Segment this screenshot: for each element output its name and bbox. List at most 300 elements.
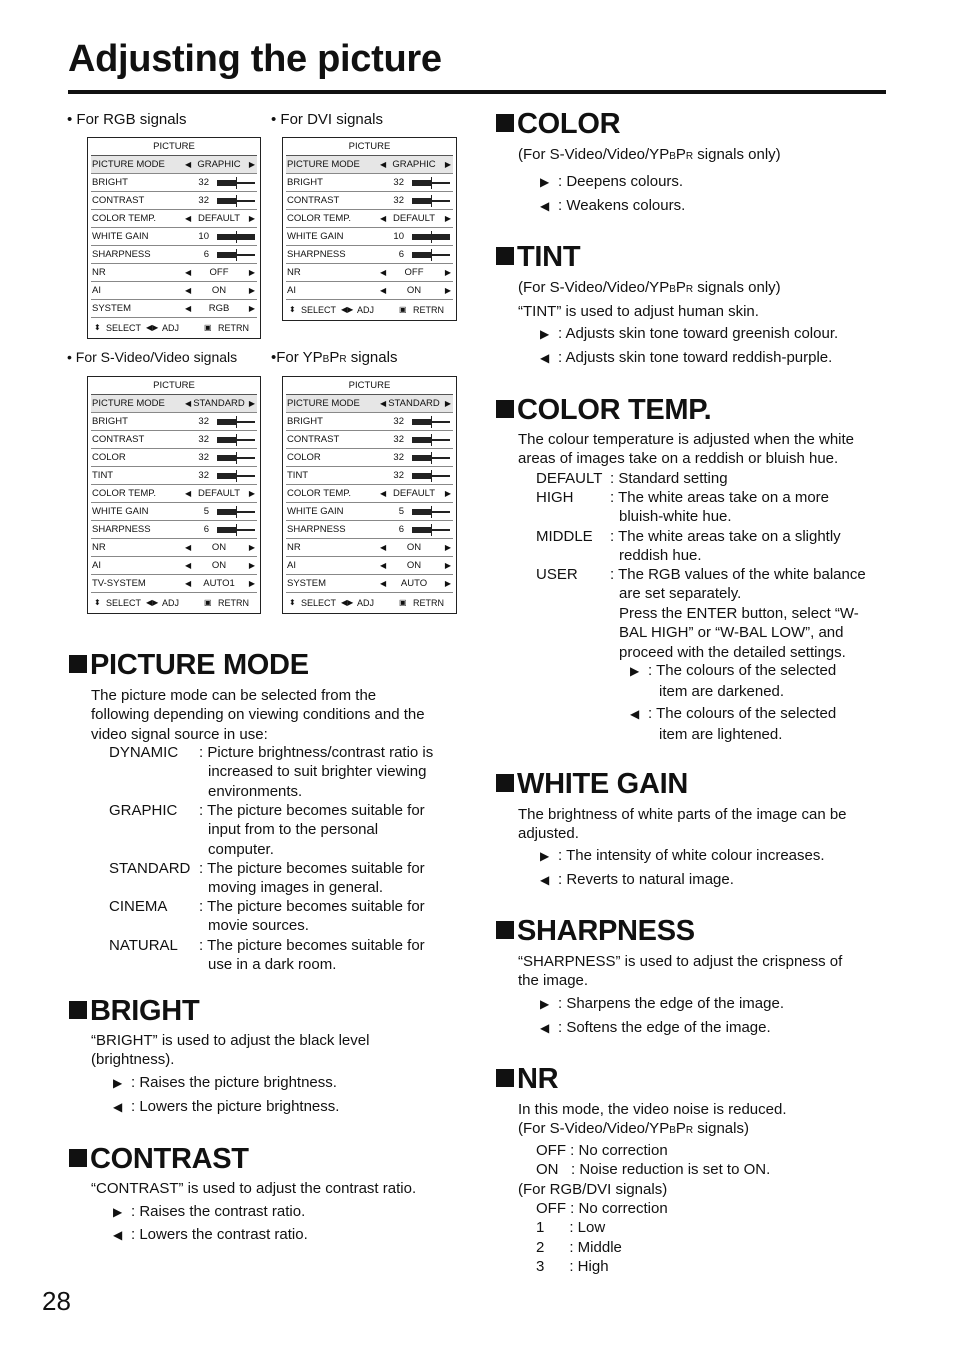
osd-row[interactable]	[286, 431, 453, 449]
osd-row-value: STANDARD	[193, 398, 245, 409]
osd-row-label: PICTURE MODE	[92, 398, 165, 409]
slider-fill	[412, 180, 431, 186]
osd-footer	[88, 593, 260, 613]
osd-row-value: AUTO	[400, 578, 428, 589]
menu-key-icon: ▣	[204, 323, 212, 332]
osd-footer-label: ADJ	[162, 323, 180, 333]
mode-term-natural: NATURAL	[109, 937, 178, 954]
color-note: (For S-Video/Video/YPBPR signals only)	[518, 146, 781, 163]
triangle-right-icon: ▶	[113, 1076, 123, 1090]
triangle-right-icon[interactable]: ▶	[248, 304, 255, 313]
slider-fill	[217, 198, 236, 204]
osd-row[interactable]	[91, 228, 257, 246]
osd-row-value: 32	[393, 195, 404, 206]
triangle-left-icon[interactable]: ◀	[380, 286, 387, 295]
osd-footer-label: RETRN	[413, 305, 444, 315]
osd-row-value: OFF	[404, 267, 424, 278]
triangle-right-icon[interactable]: ▶	[444, 579, 451, 588]
osd-footer-label: SELECT	[301, 598, 337, 608]
triangle-left-icon[interactable]: ◀	[185, 561, 192, 570]
osd-row-label: COLOR TEMP.	[287, 488, 352, 499]
color-left: ◀ : Weakens colours.	[540, 197, 686, 214]
slider-center-mark	[236, 231, 237, 243]
osd-row-value: 10	[198, 231, 209, 242]
osd-row-value: 32	[198, 416, 209, 427]
slider-center-mark	[431, 249, 432, 261]
slider-center-mark	[431, 195, 432, 207]
osd-footer-label: SELECT	[106, 323, 142, 333]
osd-row[interactable]	[286, 449, 453, 467]
mode-term-graphic: GRAPHIC	[109, 802, 178, 819]
triangle-right-icon[interactable]: ▶	[444, 399, 451, 408]
slider-center-mark	[431, 231, 432, 243]
osd-row-label: SYSTEM	[92, 303, 132, 314]
leftright-arrows-icon: ◀▶	[341, 598, 354, 607]
osd-row[interactable]	[91, 300, 257, 318]
osd-footer-label: RETRN	[413, 598, 444, 608]
osd-footer-label: RETRN	[218, 323, 249, 333]
updown-arrows-icon: ⬍	[94, 323, 101, 332]
triangle-left-icon: ◀	[540, 199, 550, 213]
slider-center-mark	[431, 416, 432, 428]
slider-fill	[217, 252, 236, 258]
triangle-left-icon[interactable]: ◀	[185, 543, 192, 552]
triangle-left-icon[interactable]: ◀	[380, 561, 387, 570]
triangle-left-icon[interactable]: ◀	[185, 304, 192, 313]
black-square-icon	[496, 921, 514, 939]
triangle-right-icon[interactable]: ▶	[248, 561, 255, 570]
osd-footer-label: ADJ	[357, 598, 375, 608]
bright-left: ◀ : Lowers the picture brightness.	[113, 1098, 340, 1115]
temp-desc-high: : The white areas take on a more bluish-white hue.	[610, 489, 830, 526]
triangle-right-icon[interactable]: ▶	[248, 579, 255, 588]
section-heading-color-temp: COLOR TEMP.	[496, 395, 711, 425]
section-heading-color: COLOR	[496, 109, 620, 139]
temp-term-user: USER	[536, 566, 578, 583]
slider-center-mark	[431, 470, 432, 482]
triangle-left-icon[interactable]: ◀	[185, 268, 192, 277]
triangle-left-icon[interactable]: ◀	[380, 543, 387, 552]
osd-row[interactable]	[286, 282, 453, 300]
osd-footer-label: SELECT	[301, 305, 337, 315]
menu-caption-rgb: • For RGB signals	[67, 111, 187, 128]
triangle-right-icon[interactable]: ▶	[248, 399, 255, 408]
mode-term-standard: STANDARD	[109, 860, 191, 877]
osd-row-label: PICTURE MODE	[92, 159, 165, 170]
osd-row-label: PICTURE MODE	[287, 398, 360, 409]
osd-row[interactable]	[91, 575, 257, 593]
triangle-right-icon[interactable]: ▶	[444, 561, 451, 570]
osd-menu-ypbpr	[282, 376, 457, 614]
osd-row-label: CONTRAST	[287, 434, 340, 445]
color-temp-intro: The colour temperature is adjusted when the white areas of images take on a reddish or bluish hue.	[518, 431, 855, 468]
temp-term-high: HIGH	[536, 489, 574, 506]
mode-term-cinema: CINEMA	[109, 898, 168, 915]
osd-row-value: ON	[406, 542, 422, 553]
osd-footer-label: RETRN	[218, 598, 249, 608]
osd-row[interactable]	[91, 557, 257, 575]
triangle-right-icon[interactable]: ▶	[248, 543, 255, 552]
section-heading-bright: BRIGHT	[69, 996, 199, 1026]
osd-row[interactable]	[286, 485, 453, 503]
leftright-arrows-icon: ◀▶	[146, 598, 159, 607]
slider-fill	[217, 455, 236, 461]
triangle-right-icon[interactable]: ▶	[444, 286, 451, 295]
black-square-icon	[496, 400, 514, 418]
menu-key-icon: ▣	[399, 598, 407, 607]
osd-row-value: 32	[198, 434, 209, 445]
osd-title: PICTURE	[348, 380, 391, 391]
mode-desc-cinema: : The picture becomes suitable for movie sources.	[199, 898, 425, 935]
osd-row-value: ON	[406, 560, 422, 571]
osd-row-label: NR	[92, 542, 106, 553]
osd-row[interactable]	[91, 485, 257, 503]
menu-caption-ypbpr: •For YPBPR signals	[271, 349, 398, 366]
osd-row[interactable]	[286, 539, 453, 557]
osd-row-label: AI	[287, 285, 296, 296]
menu-key-icon: ▣	[399, 305, 407, 314]
slider-center-mark	[236, 524, 237, 536]
osd-row-label: AI	[92, 560, 101, 571]
osd-row-label: CONTRAST	[92, 434, 145, 445]
tint-left: ◀ : Adjusts skin tone toward reddish-purple.	[540, 349, 833, 366]
osd-row-label: COLOR	[92, 452, 126, 463]
osd-row-value: 32	[198, 452, 209, 463]
osd-row-label: CONTRAST	[92, 195, 145, 206]
osd-row-label: CONTRAST	[287, 195, 340, 206]
black-square-icon	[69, 1149, 87, 1167]
osd-row[interactable]	[286, 192, 453, 210]
slider-fill	[412, 527, 431, 533]
osd-row-value: 32	[198, 195, 209, 206]
triangle-right-icon: ▶	[540, 997, 550, 1011]
osd-row-label: NR	[287, 267, 301, 278]
osd-row[interactable]	[91, 503, 257, 521]
white-gain-left: ◀ : Reverts to natural image.	[540, 871, 734, 888]
triangle-left-icon[interactable]: ◀	[380, 160, 387, 169]
triangle-right-icon[interactable]: ▶	[444, 489, 451, 498]
tint-right: ▶ : Adjusts skin tone toward greenish colour.	[540, 325, 839, 342]
osd-row[interactable]	[286, 467, 453, 485]
section-heading-tint: TINT	[496, 242, 580, 272]
osd-row-label: PICTURE MODE	[287, 159, 360, 170]
tint-note: (For S-Video/Video/YPBPR signals only)	[518, 279, 781, 296]
sharpness-left: ◀ : Softens the edge of the image.	[540, 1019, 771, 1036]
osd-row-value: 6	[398, 249, 404, 260]
osd-title: PICTURE	[153, 380, 195, 391]
picture-mode-intro: The picture mode can be selected from the following depending on viewing conditions and the video signal source in use:	[91, 687, 425, 743]
triangle-left-icon[interactable]: ◀	[185, 214, 192, 223]
triangle-left-icon[interactable]: ◀	[380, 399, 387, 408]
osd-row-value: 10	[393, 231, 404, 242]
osd-row-label: SYSTEM	[287, 578, 327, 589]
contrast-right: ▶ : Raises the contrast ratio.	[113, 1203, 306, 1220]
triangle-right-icon[interactable]: ▶	[444, 543, 451, 552]
slider-center-mark	[236, 177, 237, 189]
slider-fill	[217, 509, 236, 515]
mode-desc-dynamic: : Picture brightness/contrast ratio is increased to suit brighter viewing environments.	[199, 744, 434, 800]
menu-caption-svideo: • For S-Video/Video signals	[67, 349, 238, 365]
triangle-left-icon: ◀	[630, 707, 640, 721]
osd-row-label: TV-SYSTEM	[92, 578, 146, 589]
leftright-arrows-icon: ◀▶	[341, 305, 354, 314]
osd-footer	[283, 300, 456, 320]
color-temp-right: ▶ : The colours of the selected item are darkened.	[630, 662, 837, 700]
page-number: 28	[42, 1286, 71, 1316]
mode-term-dynamic: DYNAMIC	[109, 744, 179, 761]
triangle-left-icon: ◀	[113, 1100, 123, 1114]
menu-caption-dvi: • For DVI signals	[271, 111, 383, 128]
temp-term-middle: MIDDLE	[536, 528, 593, 545]
osd-row-value: 5	[203, 506, 209, 517]
slider-center-mark	[236, 195, 237, 207]
osd-row-label: NR	[287, 542, 301, 553]
triangle-left-icon[interactable]: ◀	[185, 579, 192, 588]
osd-footer-label: SELECT	[106, 598, 142, 608]
osd-row-label: WHITE GAIN	[92, 231, 149, 242]
color-temp-left: ◀ : The colours of the selected item are lightened.	[630, 705, 837, 743]
sharpness-intro: “SHARPNESS” is used to adjust the crispness of the image.	[518, 953, 843, 990]
osd-row-value: AUTO1	[203, 578, 235, 589]
osd-menu-svideo	[87, 376, 261, 614]
osd-row[interactable]	[286, 557, 453, 575]
triangle-left-icon[interactable]: ◀	[185, 286, 192, 295]
triangle-left-icon: ◀	[540, 351, 550, 365]
osd-row[interactable]	[286, 155, 453, 174]
triangle-left-icon[interactable]: ◀	[185, 489, 192, 498]
osd-row[interactable]	[286, 503, 453, 521]
white-gain-intro: The brightness of white parts of the image can be adjusted.	[518, 806, 847, 843]
triangle-right-icon[interactable]: ▶	[248, 268, 255, 277]
mode-desc-graphic: : The picture becomes suitable for input from to the personal computer.	[199, 802, 425, 858]
osd-row-value: GRAPHIC	[197, 159, 241, 170]
osd-row-value: DEFAULT	[392, 213, 436, 224]
triangle-right-icon[interactable]: ▶	[248, 286, 255, 295]
updown-arrows-icon: ⬍	[94, 598, 101, 607]
osd-row[interactable]	[286, 413, 453, 431]
osd-row[interactable]	[91, 246, 257, 264]
osd-row[interactable]	[286, 575, 453, 593]
slider-fill	[412, 473, 431, 479]
osd-title: PICTURE	[153, 141, 195, 152]
osd-footer	[283, 593, 456, 613]
osd-row-label: BRIGHT	[92, 416, 128, 427]
mode-desc-standard: : The picture becomes suitable for moving images in general.	[199, 860, 425, 897]
osd-row-value: DEFAULT	[197, 488, 241, 499]
section-heading-white-gain: WHITE GAIN	[496, 769, 688, 799]
osd-row-value: DEFAULT	[197, 213, 241, 224]
slider-center-mark	[431, 434, 432, 446]
osd-row-label: SHARPNESS	[287, 249, 346, 260]
osd-footer-label: ADJ	[357, 305, 375, 315]
triangle-left-icon[interactable]: ◀	[185, 399, 192, 408]
slider-center-mark	[236, 470, 237, 482]
triangle-left-icon[interactable]: ◀	[380, 214, 387, 223]
osd-row-label: COLOR TEMP.	[287, 213, 352, 224]
triangle-left-icon: ◀	[113, 1228, 123, 1242]
triangle-right-icon: ▶	[540, 175, 550, 189]
osd-row-label: TINT	[92, 470, 114, 481]
osd-row-value: ON	[211, 560, 227, 571]
osd-row[interactable]	[91, 521, 257, 539]
osd-row-value: STANDARD	[388, 398, 440, 409]
osd-row-label: SHARPNESS	[287, 524, 346, 535]
osd-row-label: WHITE GAIN	[287, 231, 344, 242]
triangle-left-icon[interactable]: ◀	[380, 579, 387, 588]
osd-row-value: 32	[393, 434, 404, 445]
osd-row-label: AI	[92, 285, 101, 296]
slider-center-mark	[431, 524, 432, 536]
osd-row-label: WHITE GAIN	[287, 506, 344, 517]
osd-row[interactable]	[91, 192, 257, 210]
osd-row[interactable]	[286, 521, 453, 539]
osd-row[interactable]	[286, 174, 453, 192]
osd-row-label: COLOR	[287, 452, 321, 463]
osd-row[interactable]	[91, 264, 257, 282]
osd-footer	[88, 318, 260, 338]
slider-fill	[217, 419, 236, 425]
osd-row[interactable]	[91, 174, 257, 192]
osd-row-value: 5	[398, 506, 404, 517]
updown-arrows-icon: ⬍	[289, 598, 296, 607]
osd-row[interactable]	[91, 449, 257, 467]
osd-row-value: 6	[203, 249, 209, 260]
osd-row-label: BRIGHT	[287, 416, 323, 427]
osd-row-value: ON	[406, 285, 422, 296]
osd-row[interactable]	[91, 210, 257, 228]
osd-row-label: SHARPNESS	[92, 249, 151, 260]
osd-row-label: WHITE GAIN	[92, 506, 149, 517]
slider-center-mark	[236, 434, 237, 446]
osd-row-value: 32	[393, 452, 404, 463]
nr-body: In this mode, the video noise is reduced. (For S-Video/Video/YPBPR signals) OFF : No correction ON : Noise reduction is set to ON. (For RGB/DVI signals) OFF : No correction 1 : Low 2 : Middle 3 : High	[518, 1101, 787, 1276]
osd-row-label: BRIGHT	[287, 177, 323, 188]
triangle-right-icon: ▶	[540, 327, 550, 341]
bright-right: ▶ : Raises the picture brightness.	[113, 1074, 337, 1091]
slider-center-mark	[431, 506, 432, 518]
osd-row[interactable]	[286, 246, 453, 264]
osd-row-value: 32	[198, 470, 209, 481]
triangle-left-icon[interactable]: ◀	[185, 160, 192, 169]
updown-arrows-icon: ⬍	[289, 305, 296, 314]
section-heading-contrast: CONTRAST	[69, 1144, 249, 1174]
slider-center-mark	[236, 416, 237, 428]
black-square-icon	[69, 1001, 87, 1019]
triangle-right-icon: ▶	[540, 849, 550, 863]
osd-row[interactable]	[286, 264, 453, 282]
slider-fill	[412, 252, 431, 258]
osd-row-label: COLOR TEMP.	[92, 213, 157, 224]
black-square-icon	[496, 774, 514, 792]
section-heading-picture-mode: PICTURE MODE	[69, 650, 309, 680]
osd-row[interactable]	[91, 413, 257, 431]
black-square-icon	[69, 655, 87, 673]
sharpness-right: ▶ : Sharpens the edge of the image.	[540, 995, 784, 1012]
osd-row-value: 32	[198, 177, 209, 188]
slider-fill	[412, 455, 431, 461]
osd-row-label: TINT	[287, 470, 309, 481]
triangle-right-icon[interactable]: ▶	[248, 214, 255, 223]
temp-desc-user: : The RGB values of the white balance are set separately. Press the ENTER button, select “W- BAL HIGH” or “W-BAL LOW”, and proceed with the detailed settings.	[610, 566, 866, 661]
black-square-icon	[496, 1069, 514, 1087]
osd-row-value: 32	[393, 177, 404, 188]
osd-row[interactable]	[91, 394, 257, 413]
mode-desc-natural: : The picture becomes suitable for use in a dark room.	[199, 937, 425, 974]
osd-row-value: OFF	[209, 267, 229, 278]
slider-center-mark	[236, 249, 237, 261]
osd-row[interactable]	[286, 228, 453, 246]
slider-center-mark	[431, 177, 432, 189]
osd-row-value: 32	[393, 470, 404, 481]
osd-title: PICTURE	[348, 141, 391, 152]
osd-row-value: 32	[393, 416, 404, 427]
white-gain-right: ▶ : The intensity of white colour increases.	[540, 847, 825, 864]
temp-desc-middle: : The white areas take on a slightly reddish hue.	[610, 528, 841, 565]
temp-term-default: DEFAULT	[536, 470, 603, 487]
osd-footer-label: ADJ	[162, 598, 180, 608]
color-right: ▶ : Deepens colours.	[540, 173, 684, 190]
osd-row[interactable]	[91, 467, 257, 485]
slider-fill	[412, 437, 431, 443]
triangle-right-icon[interactable]: ▶	[248, 160, 255, 169]
triangle-right-icon[interactable]: ▶	[248, 489, 255, 498]
osd-row[interactable]	[91, 431, 257, 449]
slider-center-mark	[236, 452, 237, 464]
page-title: Adjusting the picture	[68, 38, 442, 80]
menu-key-icon: ▣	[204, 598, 212, 607]
triangle-left-icon: ◀	[540, 873, 550, 887]
triangle-right-icon: ▶	[113, 1205, 123, 1219]
triangle-right-icon[interactable]: ▶	[444, 160, 451, 169]
bright-intro: “BRIGHT” is used to adjust the black level (brightness).	[91, 1032, 370, 1069]
osd-row-label: AI	[287, 560, 296, 571]
triangle-right-icon[interactable]: ▶	[444, 214, 451, 223]
osd-row-value: 6	[203, 524, 209, 535]
osd-row[interactable]	[286, 394, 453, 413]
section-heading-nr: NR	[496, 1064, 558, 1094]
slider-fill	[217, 180, 236, 186]
tint-intro: “TINT” is used to adjust human skin.	[518, 303, 759, 320]
black-square-icon	[496, 247, 514, 265]
osd-row-value: 6	[398, 524, 404, 535]
slider-fill	[217, 473, 236, 479]
black-square-icon	[496, 114, 514, 132]
osd-row-label: COLOR TEMP.	[92, 488, 157, 499]
triangle-left-icon: ◀	[540, 1021, 550, 1035]
section-heading-sharpness: SHARPNESS	[496, 916, 695, 946]
slider-fill	[412, 419, 431, 425]
temp-desc-default: : Standard setting	[610, 470, 728, 487]
slider-fill	[412, 198, 431, 204]
osd-row[interactable]	[91, 282, 257, 300]
slider-fill	[217, 527, 236, 533]
slider-center-mark	[236, 506, 237, 518]
osd-row-label: NR	[92, 267, 106, 278]
osd-row-value: ON	[211, 285, 227, 296]
triangle-right-icon[interactable]: ▶	[444, 268, 451, 277]
osd-row-value: ON	[211, 542, 227, 553]
osd-row-value: RGB	[208, 303, 230, 314]
osd-row-value: GRAPHIC	[392, 159, 436, 170]
triangle-left-icon[interactable]: ◀	[380, 268, 387, 277]
osd-row[interactable]	[286, 210, 453, 228]
triangle-left-icon[interactable]: ◀	[380, 489, 387, 498]
osd-menu-dvi	[282, 137, 457, 321]
slider-center-mark	[431, 452, 432, 464]
leftright-arrows-icon: ◀▶	[146, 323, 159, 332]
osd-row[interactable]	[91, 155, 257, 174]
osd-row[interactable]	[91, 539, 257, 557]
